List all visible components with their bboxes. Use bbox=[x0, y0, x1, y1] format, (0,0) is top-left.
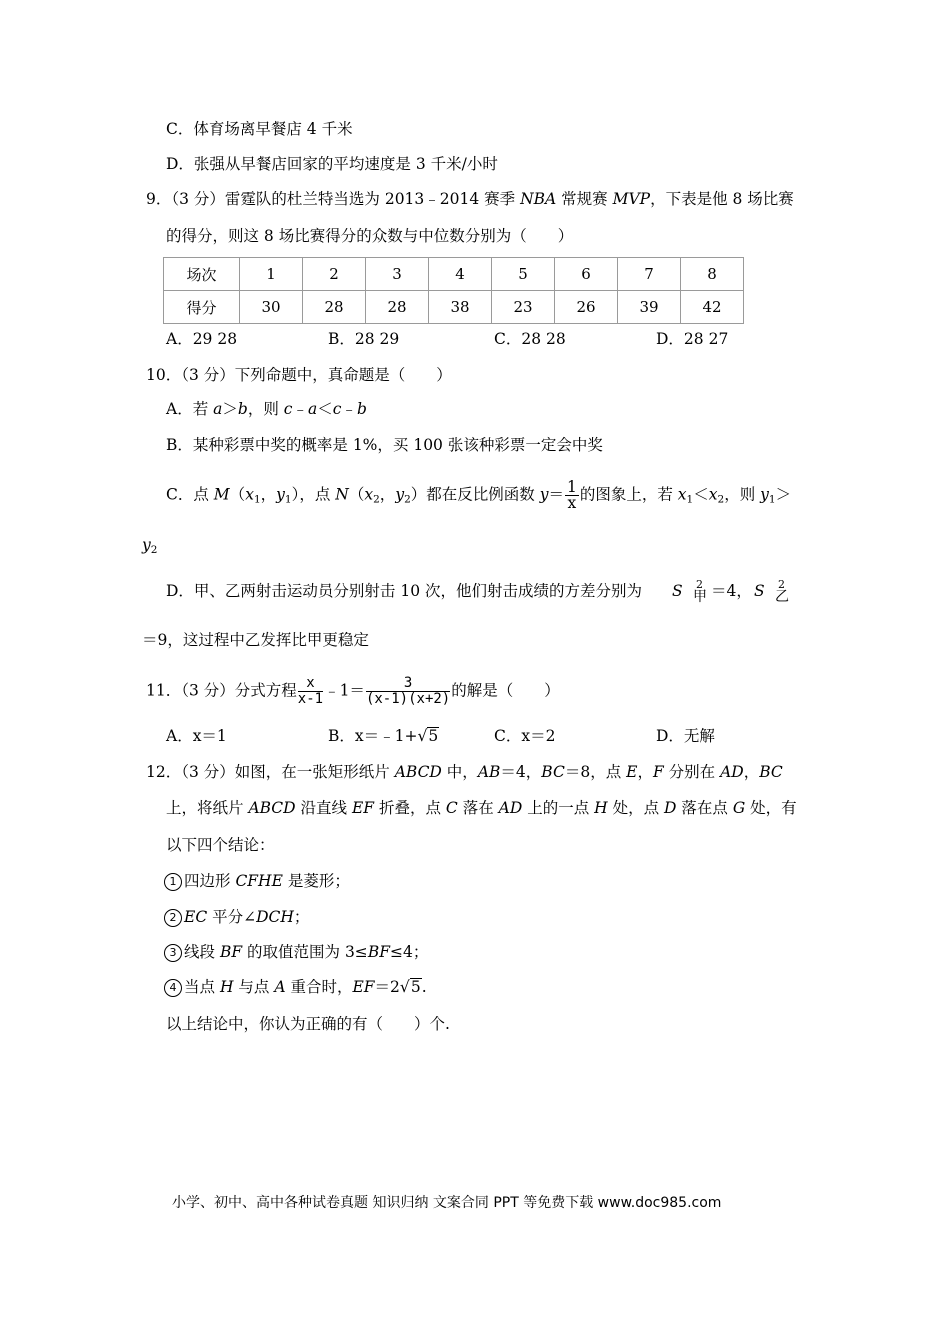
circled-number: 3 bbox=[164, 944, 182, 962]
table-row bbox=[164, 258, 744, 291]
table-cell: 8 bbox=[681, 258, 744, 291]
variance-s-jia-sup: 2 bbox=[696, 578, 703, 591]
q11-option-a: A．x＝1 bbox=[166, 727, 227, 745]
q12-question-end: 以上结论中，你认为正确的有（ ）个. bbox=[166, 1015, 450, 1033]
q11-option-c: C．x＝2 bbox=[494, 727, 556, 745]
q11-option-d: D．无解 bbox=[656, 727, 715, 745]
table-cell: 3 bbox=[366, 258, 429, 291]
table-cell: 39 bbox=[618, 291, 681, 324]
q10-option-b: B．某种彩票中奖的概率是 1%，买 100 张该种彩票一定会中奖 bbox=[166, 436, 603, 454]
table-cell: 6 bbox=[555, 258, 618, 291]
fraction-one-over-x: $\frac{1}{x}$ bbox=[566, 478, 577, 512]
q12-stem-line3: 以下四个结论： bbox=[166, 836, 275, 854]
table-cell: 23 bbox=[492, 291, 555, 324]
sqrt-symbol: √5 bbox=[399, 978, 421, 996]
table-cell: 28 bbox=[366, 291, 429, 324]
table-cell: 28 bbox=[303, 291, 366, 324]
page-footer: 小学、初中、高中各种试卷真题 知识归纳 文案合同 PPT 等免费下载 www.doc985.com bbox=[172, 1195, 722, 1211]
q12-conclusion-1: 1 四边形 CFHE 是菱形； bbox=[164, 870, 350, 892]
circled-number: 4 bbox=[164, 979, 182, 997]
q12-conclusion-3: 3 线段 BF 的取值范围为 3≤BF≤4； bbox=[164, 941, 428, 963]
q12-conclusion-4: 4 当点 H 与点 A 重合时，EF＝2√5. bbox=[164, 976, 427, 998]
q9-option-c: C．28 28 bbox=[494, 330, 566, 348]
table-cell: 26 bbox=[555, 291, 618, 324]
variance-jia-value: ＝4， bbox=[711, 582, 752, 600]
q11-option-b: B．x＝﹣1+√5 bbox=[328, 727, 439, 745]
table-cell: 30 bbox=[240, 291, 303, 324]
table-cell: 2 bbox=[303, 258, 366, 291]
variance-s-yi-sup: 2 bbox=[778, 578, 785, 591]
q9-stem-line1: 9．（3 分）雷霆队的杜兰特当选为 2013﹣2014 赛季 NBA 常规赛 MVP，下表是他 8 场比赛 bbox=[146, 190, 794, 208]
table-cell: 5 bbox=[492, 258, 555, 291]
q9-option-a: A．29 28 bbox=[166, 330, 238, 348]
variance-s-yi: S bbox=[754, 582, 765, 600]
q8-option-d: D．张强从早餐店回家的平均速度是 3 千米/小时 bbox=[166, 155, 498, 173]
circled-number: 1 bbox=[164, 873, 182, 891]
table-cell: 38 bbox=[429, 291, 492, 324]
q10-stem: 10．（3 分）下列命题中，真命题是（ ） bbox=[146, 366, 452, 384]
table-cell: 4 bbox=[429, 258, 492, 291]
q10-option-c-wrap: $y_2$ bbox=[142, 536, 158, 556]
q12-stem-line1: 12．（3 分）如图，在一张矩形纸片 ABCD 中，AB＝4，BC＝8，点 E，F 分别在 AD，BC bbox=[146, 763, 783, 781]
q8-option-c: C．体育场离早餐店 4 千米 bbox=[166, 120, 353, 138]
q9-option-d: D．28 27 bbox=[656, 330, 729, 348]
variance-s-jia: S bbox=[672, 582, 683, 600]
q12-conclusion-2: 2 EC 平分∠DCH； bbox=[164, 906, 309, 928]
q10-option-a: A．若 a＞b，则 c﹣a＜c﹣b bbox=[166, 400, 367, 418]
q11-stem: 11．（3 分）分式方程 $\frac{x}{x-1}$ ﹣1＝ $\frac{3}{(x-1)(x+2)}$ 的解是（ ） bbox=[146, 675, 560, 707]
table-cell: 1 bbox=[240, 258, 303, 291]
table-row bbox=[164, 291, 744, 324]
q10-option-d-wrap: ＝9，这过程中乙发挥比甲更稳定 bbox=[142, 631, 369, 649]
table-row-label: 场次 bbox=[164, 258, 240, 291]
fraction-x-over-x-minus-1: $\frac{x}{x-1}$ bbox=[297, 675, 324, 707]
q10-option-d: D．甲、乙两射击运动员分别射击 10 次，他们射击成绩的方差分别为 bbox=[166, 582, 643, 600]
q9-option-b: B．28 29 bbox=[328, 330, 400, 348]
fraction-three-over-product: $\frac{3}{(x-1)(x+2)}$ bbox=[365, 675, 451, 707]
q12-stem-line2: 上，将纸片 ABCD 沿直线 EF 折叠，点 C 落在 AD 上的一点 H 处，点 D 落在点 G 处，有 bbox=[166, 799, 797, 817]
sqrt-symbol: √5 bbox=[417, 727, 439, 745]
q9-stem-line2: 的得分，则这 8 场比赛得分的众数与中位数分别为（ ） bbox=[166, 227, 574, 245]
table-row-label: 得分 bbox=[164, 291, 240, 324]
variance-s-jia-sub: 甲 bbox=[693, 589, 707, 605]
table-cell: 42 bbox=[681, 291, 744, 324]
table-cell: 7 bbox=[618, 258, 681, 291]
q10-option-c: C．点 $M(x_1$，$y_1$），点 $N(x_2$，$y_2$）都在反比例函数 y＝ $\frac{1}{x}$ 的图象上，若 $x_1<x_2$，则 $y_1>$ bbox=[166, 478, 792, 512]
circled-number: 2 bbox=[164, 909, 182, 927]
q9-score-table bbox=[163, 257, 744, 324]
variance-s-yi-sub: 乙 bbox=[775, 589, 789, 605]
